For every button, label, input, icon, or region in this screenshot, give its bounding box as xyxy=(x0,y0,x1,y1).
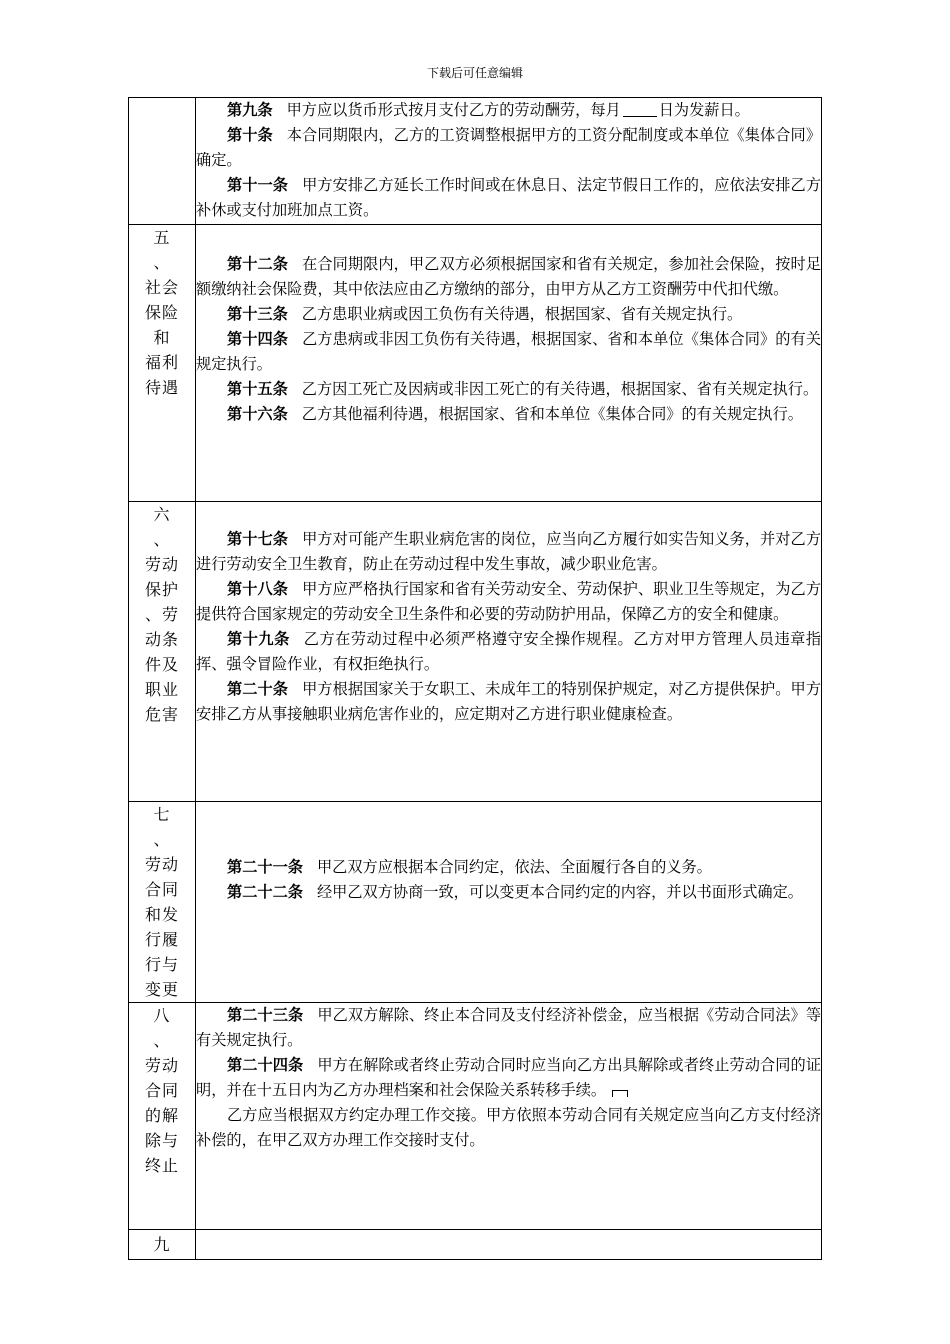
clause-paragraph xyxy=(196,302,821,327)
section-heading-line: 社会 xyxy=(144,278,179,297)
clause-text: 乙方应当根据双方约定办理工作交接。甲方依照本劳动合同有关规定应当向乙方支付经济补偿的，在甲乙双方办理工作交接时支付。 xyxy=(196,1106,821,1149)
article-number: 第十九条 xyxy=(227,630,290,648)
section-heading-line: 劳动 xyxy=(144,555,179,574)
clause-cell xyxy=(196,1230,822,1260)
clause-text: 乙方因工死亡及因病或非因工死亡的有关待遇，根据国家、省有关规定执行。 xyxy=(301,380,819,398)
contract-row xyxy=(129,1003,822,1230)
contract-row xyxy=(129,1230,822,1260)
section-heading-line: 九 xyxy=(153,1235,171,1254)
section-heading-line: 保险 xyxy=(144,303,179,322)
clause-text: 甲方在解除或者终止劳动合同时应当向乙方出具解除或者终止劳动合同的证明，并在十五日内为乙方办理档案和社会保险关系转移手续。 xyxy=(196,1056,822,1099)
bracket-mark-icon xyxy=(612,1090,628,1097)
clause-paragraph xyxy=(196,252,821,302)
clause-cell xyxy=(196,502,822,802)
clause-paragraph xyxy=(196,1003,821,1053)
clause-text: 甲方根据国家关于女职工、未成年工的特别保护规定，对乙方提供保护。甲方安排乙方从事接触职业病危害作业的，应定期对乙方进行职业健康检查。 xyxy=(196,680,822,723)
contract-row xyxy=(129,802,822,1003)
section-heading-line: 保护 xyxy=(144,580,179,599)
article-number: 第十六条 xyxy=(227,405,288,423)
clause-paragraph xyxy=(196,880,821,905)
clause-cell xyxy=(196,98,822,225)
clause-text: 乙方其他福利待遇，根据国家、省和本单位《集体合同》的有关规定执行。 xyxy=(301,405,803,423)
page-header: 下载后可任意编辑 xyxy=(426,66,523,80)
article-number: 第二十条 xyxy=(227,680,289,698)
section-heading-cell xyxy=(129,802,196,1003)
section-heading-line: 终止 xyxy=(144,1156,179,1175)
section-heading-line: 劳动 xyxy=(144,855,179,874)
clause-text: 本合同期限内，乙方的工资调整根据甲方的工资分配制度或本单位《集体合同》确定。 xyxy=(196,126,822,169)
article-number: 第十八条 xyxy=(227,580,289,598)
contract-table xyxy=(128,97,822,1260)
clause-text: 甲方应严格执行国家和省有关劳动安全、劳动保护、职业卫生等规定，为乙方提供符合国家规定的劳动安全卫生条件和必要的劳动防护用品，保障乙方的安全和健康。 xyxy=(196,580,822,623)
section-heading-line: 和 xyxy=(153,328,171,347)
payday-blank-field[interactable] xyxy=(623,102,657,117)
section-heading-cell xyxy=(129,1230,196,1260)
section-heading-line: 除与 xyxy=(144,1131,179,1150)
clause-paragraph xyxy=(196,377,821,402)
clause-paragraph xyxy=(196,173,821,223)
clause-paragraph xyxy=(196,123,821,173)
clause-paragraph xyxy=(196,527,821,577)
article-number: 第十四条 xyxy=(227,330,289,348)
section-heading-line: 件及 xyxy=(144,655,179,674)
clause-text: 甲方应以货币形式按月支付乙方的劳动酬劳，每月 xyxy=(286,101,621,119)
clause-text: 在合同期限内，甲乙双方必须根据国家和省有关规定，参加社会保险，按时足额缴纳社会保险费，其中依法应由乙方缴纳的部分，由甲方从乙方工资酬劳中代扣代缴。 xyxy=(196,255,822,298)
clause-text: 乙方患病或非因工负伤有关待遇，根据国家、省和本单位《集体合同》的有关规定执行。 xyxy=(196,330,822,373)
article-number: 第十三条 xyxy=(227,305,288,323)
section-heading-line: 、 xyxy=(153,830,171,849)
clause-paragraph xyxy=(196,327,821,377)
clause-text: 经甲乙双方协商一致，可以变更本合同约定的内容，并以书面形式确定。 xyxy=(316,883,803,901)
section-heading-line: 待遇 xyxy=(144,378,179,397)
section-heading-line: 五 xyxy=(153,228,171,247)
section-heading-line: 行与 xyxy=(144,955,179,974)
section-heading-line: 、 xyxy=(153,1031,171,1050)
clause-text: 甲乙双方应根据本合同约定，依法、全面履行各自的义务。 xyxy=(316,858,712,876)
clause-text: 甲方安排乙方延长工作时间或在休息日、法定节假日工作的，应依法安排乙方补休或支付加班加点工资。 xyxy=(196,176,822,219)
section-heading-line: 、 xyxy=(153,253,171,272)
article-number: 第十二条 xyxy=(227,255,289,273)
clause-paragraph xyxy=(196,98,821,123)
section-heading-line: 、劳 xyxy=(144,605,179,624)
clause-cell xyxy=(196,1003,822,1230)
article-number: 第二十一条 xyxy=(227,858,303,876)
clause-paragraph xyxy=(196,1103,821,1153)
section-heading-cell xyxy=(129,502,196,802)
clause-paragraph xyxy=(196,577,821,627)
clause-paragraph xyxy=(196,402,821,427)
section-heading-cell xyxy=(129,1003,196,1230)
section-heading-line: 职业 xyxy=(144,680,179,699)
section-heading-line: 动条 xyxy=(144,630,179,649)
section-heading-line: 六 xyxy=(153,505,171,524)
section-heading-line: 八 xyxy=(153,1006,171,1025)
article-number: 第十一条 xyxy=(227,176,289,194)
contract-row xyxy=(129,225,822,502)
section-heading-line: 七 xyxy=(153,805,171,824)
section-heading-cell xyxy=(129,98,196,225)
article-number: 第十条 xyxy=(227,126,273,144)
article-number: 第十七条 xyxy=(227,530,289,548)
clause-text: 甲乙双方解除、终止本合同及支付经济补偿金，应当根据《劳动合同法》等有关规定执行。 xyxy=(196,1006,822,1049)
clause-cell xyxy=(196,802,822,1003)
contract-row xyxy=(129,98,822,225)
clause-text: 日为发薪日。 xyxy=(658,101,750,119)
contract-row xyxy=(129,502,822,802)
clause-text: 甲方对可能产生职业病危害的岗位，应当向乙方履行如实告知义务，并对乙方进行劳动安全卫生教育，防止在劳动过程中发生事故，减少职业危害。 xyxy=(196,530,822,573)
section-heading-cell xyxy=(129,225,196,502)
clause-paragraph xyxy=(196,855,821,880)
article-number: 第二十二条 xyxy=(227,883,303,901)
section-heading-line: 劳动 xyxy=(144,1056,179,1075)
clause-text: 乙方患职业病或因工负伤有关待遇，根据国家、省有关规定执行。 xyxy=(301,305,743,323)
clause-paragraph xyxy=(196,627,821,677)
article-number: 第九条 xyxy=(227,101,273,119)
section-heading-line: 合同 xyxy=(144,880,179,899)
clause-paragraph xyxy=(196,1053,821,1103)
section-heading-line: 的解 xyxy=(144,1106,179,1125)
section-heading-line: 变更 xyxy=(144,980,179,999)
clause-paragraph xyxy=(196,677,821,727)
article-number: 第二十三条 xyxy=(227,1006,304,1024)
clause-text: 乙方在劳动过程中必须严格遵守安全操作规程。乙方对甲方管理人员违章指挥、强令冒险作业，有权拒绝执行。 xyxy=(196,630,822,673)
section-heading-line: 危害 xyxy=(144,705,179,724)
section-heading-line: 合同 xyxy=(144,1081,179,1100)
section-heading-line: 行履 xyxy=(144,930,179,949)
clause-cell xyxy=(196,225,822,502)
article-number: 第十五条 xyxy=(227,380,288,398)
section-heading-line: 福利 xyxy=(144,353,179,372)
article-number: 第二十四条 xyxy=(227,1056,304,1074)
section-heading-line: 和发 xyxy=(144,905,179,924)
section-heading-line: 、 xyxy=(153,530,171,549)
